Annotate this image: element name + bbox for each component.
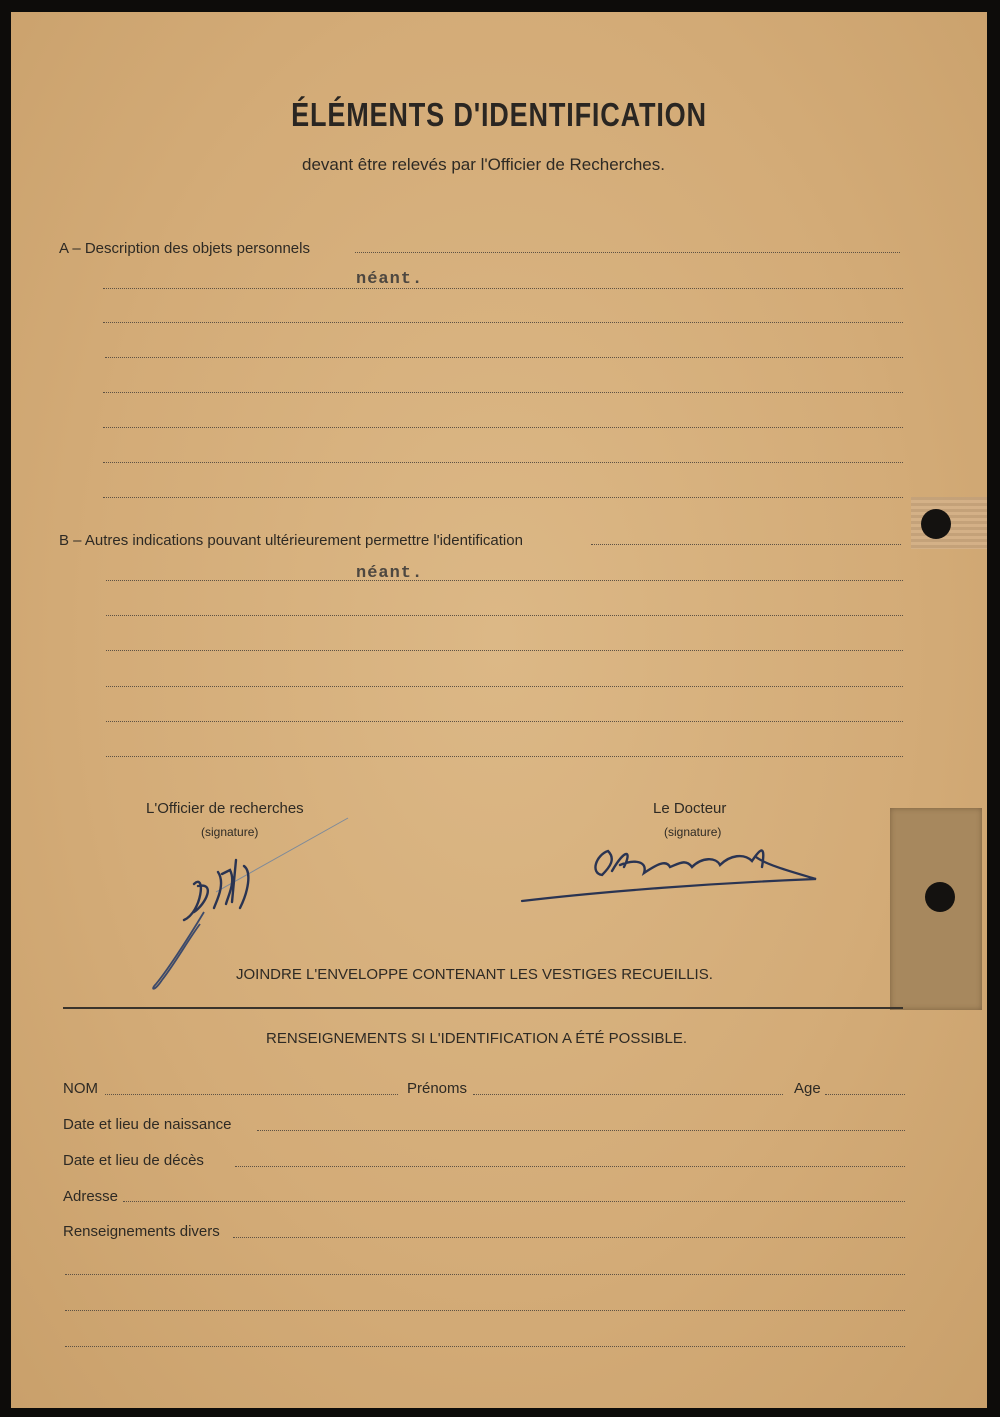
section-b-label: B – Autres indications pouvant ultérieurement permettre l'identification [59, 532, 523, 549]
page-title: ÉLÉMENTS D'IDENTIFICATION [291, 96, 707, 133]
section-a-line-3 [103, 322, 903, 323]
section-b-line-3 [106, 615, 903, 616]
deces-line [235, 1166, 905, 1167]
punch-hole-lower [925, 882, 955, 912]
prenoms-line [473, 1094, 783, 1095]
section-b-line-4 [106, 650, 903, 651]
identification-heading: RENSEIGNEMENTS SI L'IDENTIFICATION A ÉTÉ POSSIBLE. [266, 1030, 688, 1047]
adresse-label: Adresse [63, 1188, 119, 1205]
section-b-line-2 [106, 580, 903, 581]
age-line [825, 1094, 905, 1095]
divers-line-4 [65, 1346, 905, 1347]
doctor-title: Le Docteur [653, 800, 727, 817]
prenoms-label: Prénoms [407, 1080, 468, 1097]
section-a-line-7 [103, 462, 903, 463]
punch-hole-upper [921, 509, 951, 539]
section-a-line-5 [103, 392, 903, 393]
section-a-value: néant. [356, 270, 424, 289]
officer-signature-note: (signature) [201, 825, 259, 839]
section-divider [63, 1007, 903, 1009]
doctor-signature-note: (signature) [664, 825, 722, 839]
nom-line [105, 1094, 398, 1095]
section-a-line-2 [103, 288, 903, 289]
section-a-line-6 [103, 427, 903, 428]
divers-label: Renseignements divers [63, 1223, 220, 1240]
section-a-line-8 [103, 497, 903, 498]
section-b-line-1 [591, 544, 901, 545]
adresse-line [123, 1201, 905, 1202]
section-b-line-5 [106, 686, 903, 687]
instruction-text: JOINDRE L'ENVELOPPE CONTENANT LES VESTIGES RECUEILLIS. [236, 966, 713, 983]
section-b-line-7 [106, 756, 903, 757]
page-subtitle: devant être relevés par l'Officier de Recherches. [302, 155, 665, 174]
divers-line-3 [65, 1310, 905, 1311]
section-a-label: A – Description des objets personnels [59, 240, 310, 257]
age-label: Age [794, 1080, 821, 1097]
naissance-line [257, 1130, 905, 1131]
doctor-signature [516, 837, 826, 917]
section-b-line-6 [106, 721, 903, 722]
section-b-value: néant. [356, 564, 424, 583]
section-a-line-4 [105, 357, 903, 358]
nom-label: NOM [63, 1080, 98, 1097]
divers-line-1 [233, 1237, 905, 1238]
naissance-label: Date et lieu de naissance [63, 1116, 232, 1133]
deces-label: Date et lieu de décès [63, 1152, 204, 1169]
form-page [11, 12, 987, 1408]
section-a-line-1 [355, 252, 900, 253]
divers-line-2 [65, 1274, 905, 1275]
officer-title: L'Officier de recherches [146, 800, 304, 817]
